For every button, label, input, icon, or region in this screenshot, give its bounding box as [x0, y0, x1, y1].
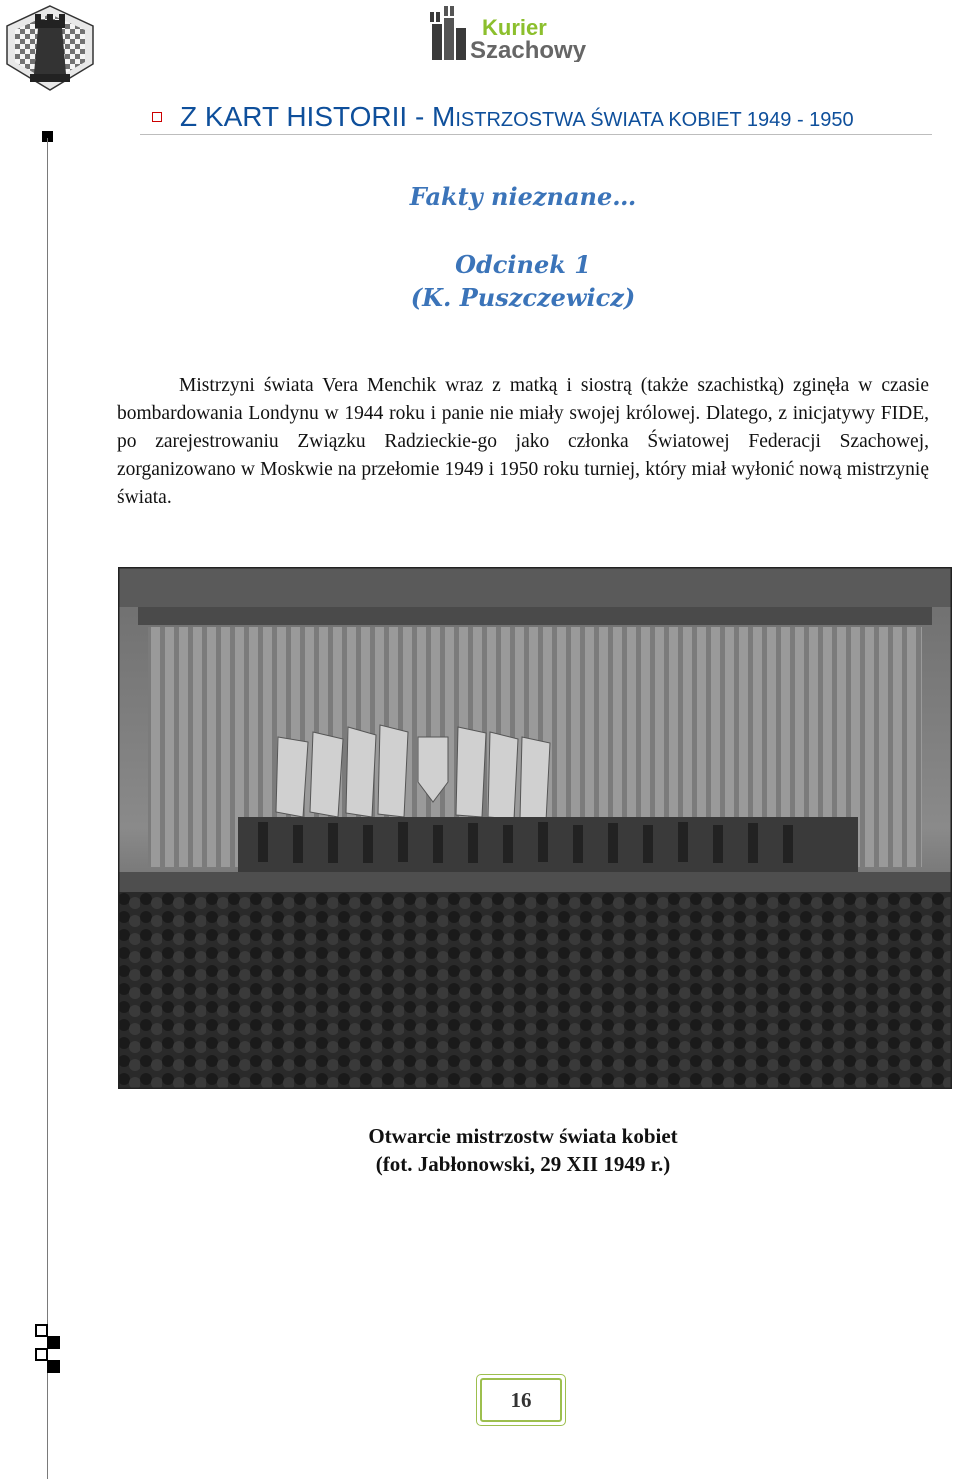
- header-divider: [140, 134, 932, 135]
- logo-text-szachowy: Szachowy: [470, 37, 587, 62]
- left-border-line: [47, 138, 48, 1479]
- article-paragraph: Mistrzyni świata Vera Menchik wraz z matką i siostrą (także szachistką) zginęła w czasie bombardowania Londynu w 1944 roku i panie nie miały swojej królowej. Dlatego, z inicjatywy FIDE, po zarejestrowaniu Związku Radzieckie-go jako członka Światowej Federacji Szachowej, zorganizowano w Moskwie na przełomie 1949 i 1950 roku turniej, który miał wyłonić nową mistrzynię świata.: [117, 375, 929, 508]
- photo-caption-credit: (fot. Jabłonowski, 29 XII 1949 r.): [375, 1152, 671, 1176]
- author-heading: (K. Puszczewicz): [410, 283, 636, 312]
- header-bullet-icon: [152, 112, 162, 122]
- page-number-box: [476, 1374, 566, 1426]
- episode-heading: Odcinek 1: [455, 250, 591, 279]
- logo-text-kurier: Kurier: [482, 15, 547, 40]
- kurier-szachowy-logo: [430, 6, 600, 62]
- decor-square-filled-icon: [47, 1360, 60, 1373]
- decor-square-filled-icon: [47, 1336, 60, 1349]
- opening-ceremony-photo: [118, 567, 952, 1089]
- page-number: 16: [480, 1378, 562, 1422]
- article-heading: Fakty nieznane…: [409, 182, 637, 211]
- chess-rook-emblem-logo: [5, 4, 95, 92]
- photo-caption-title: Otwarcie mistrzostw świata kobiet: [368, 1124, 678, 1148]
- section-header-title: Z KART HISTORII - MISTRZOSTWA ŚWIATA KOBIET 1949 - 1950: [180, 101, 854, 132]
